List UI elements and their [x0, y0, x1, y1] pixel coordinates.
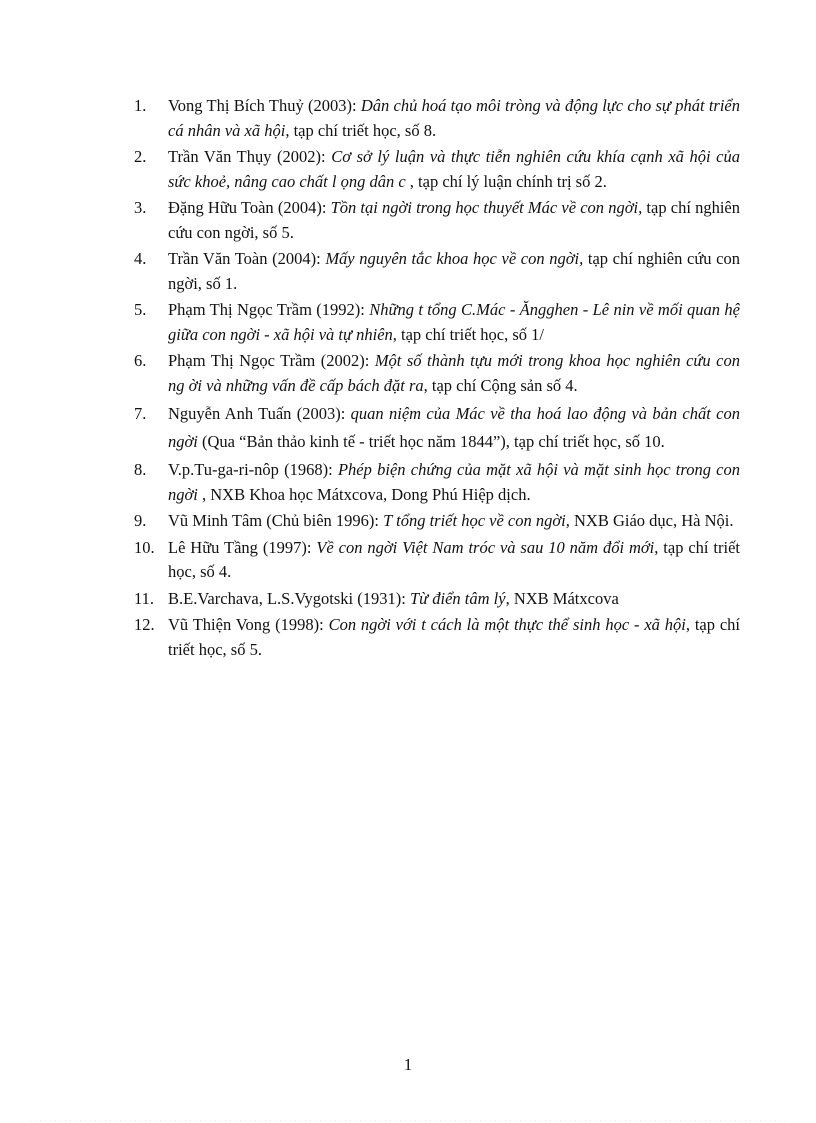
reference-list — [134, 94, 740, 664]
reference-author: Phạm Thị Ngọc Trầm (1992): — [168, 300, 370, 319]
reference-source: , NXB Mátxcova — [505, 588, 619, 608]
reference-source: , tạp chí triết học, số 8. — [285, 120, 437, 140]
reference-title: Cơ sở lý luận và thực tiễn nghiên cứu khía cạnh xã hội của sức khoẻ, nâng cao chất l ọng dân c — [168, 147, 740, 191]
reference-item — [134, 94, 740, 143]
reference-text — [168, 509, 740, 534]
reference-source: tạp chí nghiên cứu con ngời, số 5. — [168, 198, 740, 242]
reference-source: NXB Giáo dục, Hà Nội. — [569, 511, 734, 530]
reference-author: Đặng Hữu Toàn (2004): — [168, 198, 331, 217]
reference-title: Một số thành tựu mới trong khoa học nghiên cứu con ng ời và những vấn đề cấp bách đặt ra — [168, 351, 740, 395]
reference-number: 9. — [134, 511, 147, 530]
reference-title: T tổng triết học về con ngời, — [383, 511, 570, 530]
reference-number: 8. — [134, 460, 147, 479]
reference-item — [134, 145, 740, 194]
reference-number: 12. — [134, 615, 155, 634]
reference-source: , tạp chí lý luận chính trị số 2. — [409, 171, 607, 191]
reference-title: quan niệm của Mác về tha hoá lao động và bản chất con ngời — [168, 404, 740, 451]
reference-item — [134, 536, 740, 585]
reference-title: Tồn tại ngời trong học thuyết Mác về con ngời, — [330, 198, 643, 217]
reference-item — [134, 400, 740, 456]
reference-text — [168, 458, 740, 507]
reference-number: 2. — [134, 147, 147, 166]
reference-title: Về con ngời Việt Nam tróc và sau 10 năm đổi mới — [316, 537, 655, 557]
reference-text — [168, 613, 740, 662]
reference-number: 4. — [134, 249, 147, 268]
reference-title: Từ điển tâm lý — [409, 588, 506, 608]
reference-text — [168, 400, 740, 456]
reference-text — [168, 536, 740, 585]
reference-number: 6. — [134, 351, 147, 370]
reference-number: 3. — [134, 198, 147, 217]
reference-text — [168, 298, 740, 347]
reference-item — [134, 509, 740, 534]
reference-source: (Qua “Bản thảo kinh tế - triết học năm 1844”), tạp chí triết học, số 10. — [197, 432, 665, 451]
reference-author: Nguyễn Anh Tuấn (2003): — [168, 404, 351, 423]
reference-item — [134, 587, 740, 612]
reference-title: Mấy nguyên tắc khoa học về con ngời, — [325, 249, 584, 268]
reference-text — [168, 145, 740, 194]
page-number: 1 — [403, 1055, 413, 1074]
reference-source: , tạp chí triết học, số 1/ — [392, 324, 544, 344]
reference-author: Trần Văn Toàn (2004): — [168, 249, 326, 268]
reference-item — [134, 298, 740, 347]
reference-author: Vong Thị Bích Thuỷ (2003): — [168, 96, 361, 115]
reference-author: V.p.Tu-ga-ri-nôp (1968): — [168, 460, 338, 479]
reference-text — [168, 349, 740, 398]
reference-number: 10. — [134, 537, 155, 557]
reference-item — [134, 247, 740, 296]
reference-title: Những t tổng C.Mác - Ăngghen - Lê nin về mối quan hệ giữa con ngời - xã hội và tự nhiên — [168, 300, 740, 344]
reference-number: 5. — [134, 300, 147, 319]
reference-source: , tạp chí triết học, số 5. — [168, 615, 740, 659]
reference-text — [168, 196, 740, 245]
reference-author: Vũ Thiện Vong (1998): — [168, 615, 329, 634]
reference-author: B.E.Varchava, L.S.Vygotski (1931): — [168, 588, 410, 608]
reference-number: 1. — [134, 96, 147, 115]
reference-source: , tạp chí Cộng sản số 4. — [423, 375, 578, 395]
reference-text — [168, 94, 740, 143]
reference-item — [134, 613, 740, 662]
reference-title: Dân chủ hoá tạo môi tròng và động lực cho sự phát triển cá nhân và xã hội — [168, 96, 740, 140]
page-footer-dotted-line — [28, 1120, 788, 1121]
reference-item — [134, 196, 740, 245]
reference-text — [168, 587, 740, 612]
reference-source: , tạp chí triết học, số 4. — [168, 537, 740, 581]
reference-author: Lê Hữu Tầng (1997): — [168, 537, 317, 557]
reference-title: Phép biện chứng của mặt xã hội và mặt sinh học trong con ngời — [168, 460, 741, 504]
reference-author: Vũ Minh Tâm (Chủ biên 1996): — [168, 511, 384, 530]
reference-source: tạp chí nghiên cứu con ngời, số 1. — [168, 249, 740, 293]
reference-source: , NXB Khoa học Mátxcova, Dong Phú Hiệp dịch. — [197, 484, 531, 504]
reference-text — [168, 247, 740, 296]
reference-item — [134, 458, 740, 507]
reference-author: Trần Văn Thụy (2002): — [168, 147, 332, 166]
reference-number: 7. — [134, 404, 147, 423]
reference-number: 11. — [134, 588, 155, 608]
reference-title: Con ngời với t cách là một thực thể sinh học - xã hội — [328, 615, 686, 634]
reference-item — [134, 349, 740, 398]
reference-author: Phạm Thị Ngọc Trầm (2002): — [168, 351, 375, 370]
